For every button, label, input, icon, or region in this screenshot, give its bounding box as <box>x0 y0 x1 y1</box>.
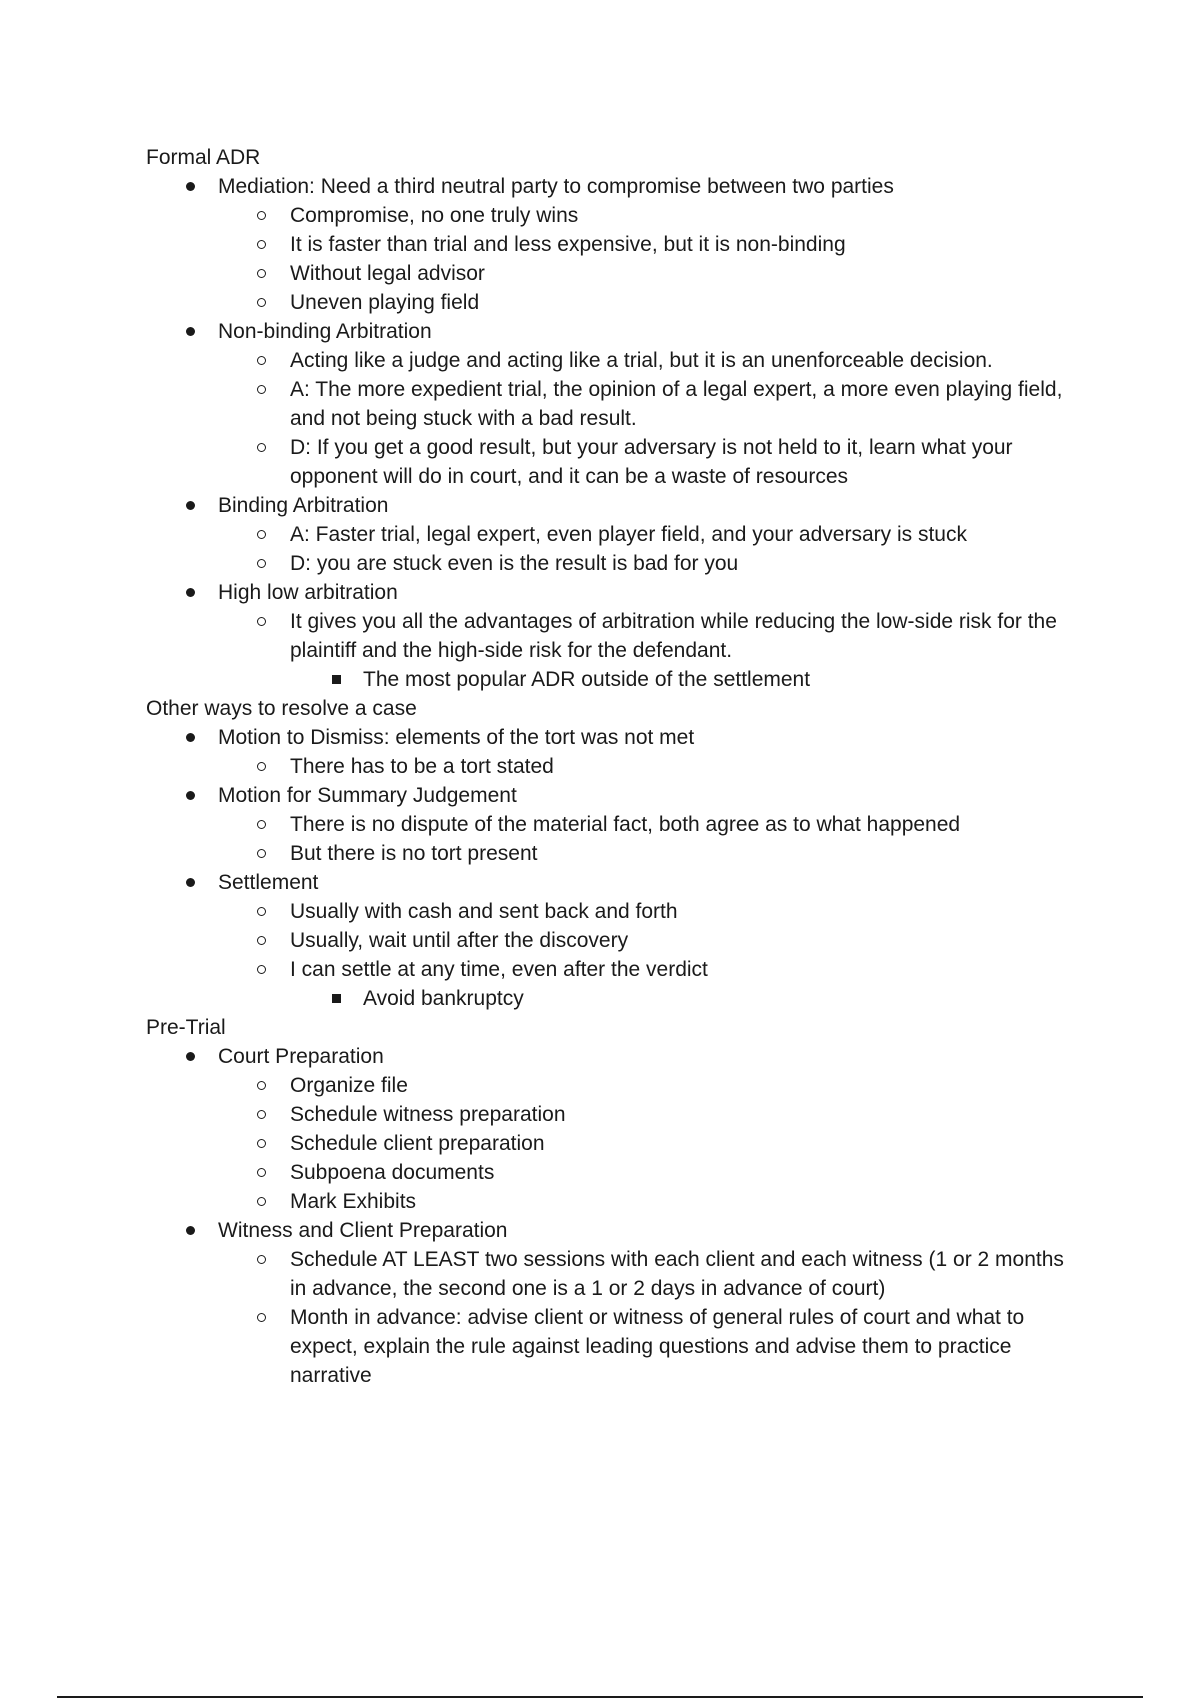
list-item <box>146 868 1086 897</box>
document-body <box>146 143 1086 1390</box>
section-heading-text: Other ways to resolve a case <box>146 697 417 720</box>
bullet-circle-icon <box>257 762 266 771</box>
sub-list-item <box>146 1158 1086 1187</box>
list-item-text: There has to be a tort stated <box>290 755 554 778</box>
bullet-circle-icon <box>257 849 266 858</box>
section-heading <box>146 143 1086 172</box>
bullet-square-icon <box>332 994 341 1003</box>
section-heading-text: Formal ADR <box>146 146 261 169</box>
list-item <box>146 578 1086 607</box>
bullet-dot-icon <box>186 182 195 191</box>
sub-list-item <box>146 375 1086 433</box>
bullet-circle-icon <box>257 356 266 365</box>
list-item-text: Usually with cash and sent back and forth <box>290 900 678 923</box>
sub-list-item <box>146 955 1086 984</box>
bullet-circle-icon <box>257 443 266 452</box>
sub-list-item <box>146 288 1086 317</box>
bullet-dot-icon <box>186 501 195 510</box>
bullet-circle-icon <box>257 240 266 249</box>
list-item-text: Usually, wait until after the discovery <box>290 929 629 952</box>
list-item <box>146 1216 1086 1245</box>
bullet-dot-icon <box>186 878 195 887</box>
bullet-circle-icon <box>257 211 266 220</box>
bullet-circle-icon <box>257 965 266 974</box>
bullet-circle-icon <box>257 1110 266 1119</box>
sub-list-item <box>146 607 1086 665</box>
sub-list-item <box>146 1187 1086 1216</box>
list-item-text: Binding Arbitration <box>218 494 389 517</box>
sub-list-item <box>146 897 1086 926</box>
bullet-circle-icon <box>257 1197 266 1206</box>
bullet-dot-icon <box>186 1052 195 1061</box>
list-item-text: Organize file <box>290 1074 408 1097</box>
bullet-circle-icon <box>257 820 266 829</box>
bullet-circle-icon <box>257 1255 266 1264</box>
list-item-text: Motion for Summary Judgement <box>218 784 517 807</box>
sub-list-item <box>146 752 1086 781</box>
bullet-circle-icon <box>257 385 266 394</box>
bullet-dot-icon <box>186 327 195 336</box>
list-item-text: It is faster than trial and less expensive, but it is non-binding <box>290 233 846 256</box>
bullet-circle-icon <box>257 559 266 568</box>
list-item-text: I can settle at any time, even after the verdict <box>290 958 708 981</box>
bullet-circle-icon <box>257 907 266 916</box>
sub-list-item <box>146 346 1086 375</box>
sub-list-item <box>146 520 1086 549</box>
bullet-circle-icon <box>257 298 266 307</box>
section-heading <box>146 694 1086 723</box>
sub-list-item <box>146 433 1086 491</box>
page-bottom-rule <box>57 1696 1143 1698</box>
bullet-circle-icon <box>257 1081 266 1090</box>
list-item-text: Court Preparation <box>218 1045 384 1068</box>
list-item-text: Schedule witness preparation <box>290 1103 566 1126</box>
list-item-text: Month in advance: advise client or witness of general rules of court and what to expect, explain the rule against leading questions and advise them to practice narrative <box>290 1306 1025 1387</box>
list-item-text: Settlement <box>218 871 319 894</box>
sub-list-item <box>146 1129 1086 1158</box>
list-item <box>146 723 1086 752</box>
sub-list-item <box>146 1245 1086 1303</box>
list-item-text: Acting like a judge and acting like a trial, but it is an unenforceable decision. <box>290 349 993 372</box>
bullet-dot-icon <box>186 733 195 742</box>
list-item-text: Avoid bankruptcy <box>363 987 524 1010</box>
bullet-dot-icon <box>186 1226 195 1235</box>
list-item-text: High low arbitration <box>218 581 398 604</box>
bullet-circle-icon <box>257 936 266 945</box>
sub-sub-list-item <box>146 984 1086 1013</box>
sub-list-item <box>146 549 1086 578</box>
bullet-circle-icon <box>257 617 266 626</box>
sub-list-item <box>146 810 1086 839</box>
sub-list-item <box>146 259 1086 288</box>
list-item-text: Non-binding Arbitration <box>218 320 432 343</box>
sub-list-item <box>146 1303 1086 1390</box>
bullet-circle-icon <box>257 530 266 539</box>
sub-list-item <box>146 926 1086 955</box>
list-item-text: Motion to Dismiss: elements of the tort was not met <box>218 726 695 749</box>
list-item-text: Mediation: Need a third neutral party to compromise between two parties <box>218 175 894 198</box>
bullet-circle-icon <box>257 1139 266 1148</box>
bullet-circle-icon <box>257 269 266 278</box>
list-item-text: A: Faster trial, legal expert, even player field, and your adversary is stuck <box>290 523 967 546</box>
bullet-square-icon <box>332 675 341 684</box>
sub-list-item <box>146 230 1086 259</box>
list-item-text: Mark Exhibits <box>290 1190 417 1213</box>
list-item-text: The most popular ADR outside of the settlement <box>363 668 811 691</box>
bullet-dot-icon <box>186 588 195 597</box>
sub-list-item <box>146 1071 1086 1100</box>
bullet-circle-icon <box>257 1313 266 1322</box>
sub-sub-list-item <box>146 665 1086 694</box>
list-item <box>146 1042 1086 1071</box>
sub-list-item <box>146 839 1086 868</box>
list-item-text: There is no dispute of the material fact, both agree as to what happened <box>290 813 961 836</box>
list-item <box>146 172 1086 201</box>
list-item-text: Uneven playing field <box>290 291 480 314</box>
sub-list-item <box>146 201 1086 230</box>
list-item-text: It gives you all the advantages of arbitration while reducing the low-side risk for the plaintiff and the high-side risk for the defendant. <box>290 610 1057 662</box>
list-item-text: But there is no tort present <box>290 842 538 865</box>
list-item-text: D: If you get a good result, but your adversary is not held to it, learn what your opponent will do in court, and it can be a waste of resources <box>290 436 1013 488</box>
list-item-text: Without legal advisor <box>290 262 485 285</box>
list-item-text: A: The more expedient trial, the opinion of a legal expert, a more even playing field, and not being stuck with a bad result. <box>290 378 1063 430</box>
bullet-circle-icon <box>257 1168 266 1177</box>
sub-list-item <box>146 1100 1086 1129</box>
list-item-text: D: you are stuck even is the result is bad for you <box>290 552 739 575</box>
list-item <box>146 317 1086 346</box>
section-heading-text: Pre-Trial <box>146 1016 226 1039</box>
list-item <box>146 491 1086 520</box>
list-item-text: Subpoena documents <box>290 1161 495 1184</box>
list-item <box>146 781 1086 810</box>
list-item-text: Witness and Client Preparation <box>218 1219 508 1242</box>
bullet-dot-icon <box>186 791 195 800</box>
section-heading <box>146 1013 1086 1042</box>
list-item-text: Schedule AT LEAST two sessions with each client and each witness (1 or 2 months in advance, the second one is a 1 or 2 days in advance of court) <box>290 1248 1064 1300</box>
list-item-text: Schedule client preparation <box>290 1132 545 1155</box>
list-item-text: Compromise, no one truly wins <box>290 204 579 227</box>
